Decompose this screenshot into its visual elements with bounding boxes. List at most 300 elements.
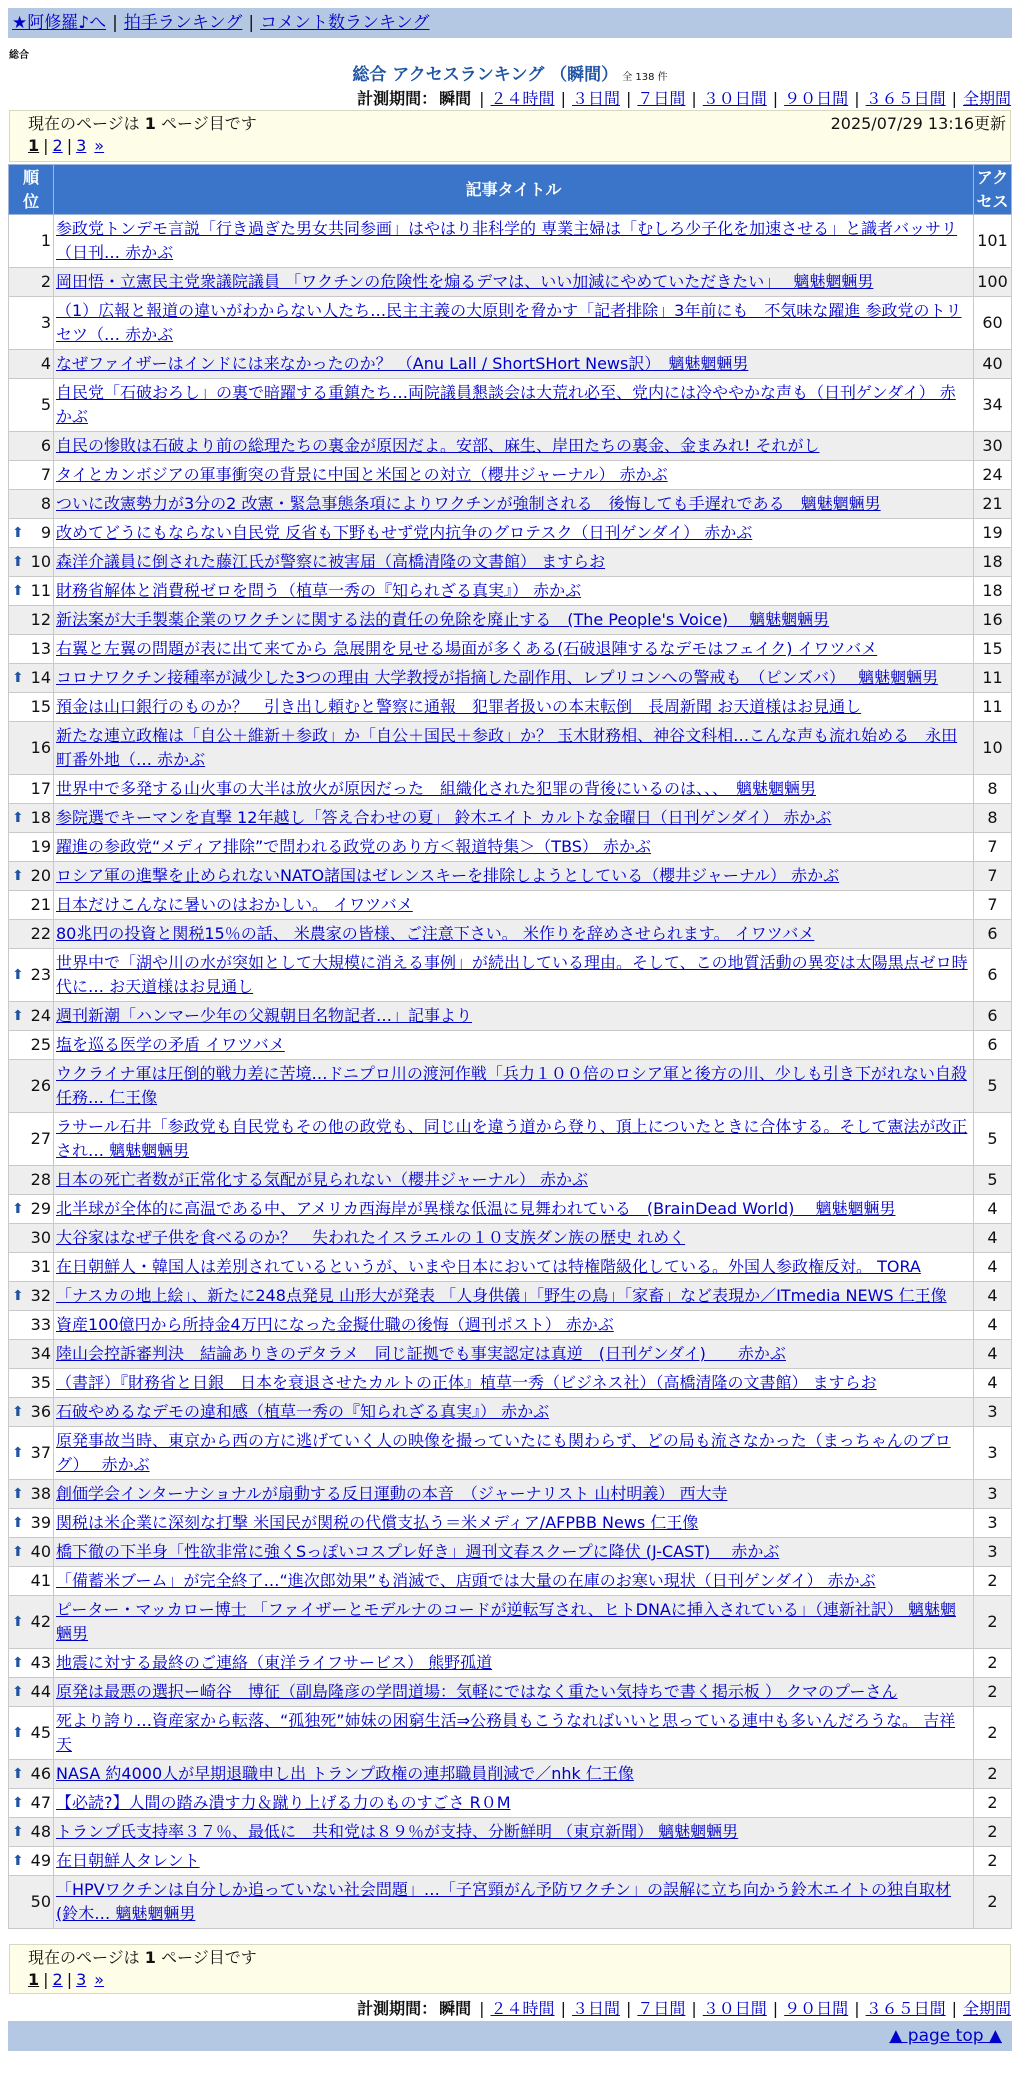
table-row (9, 268, 1012, 297)
rank-cell (9, 1060, 54, 1113)
rank-cell (9, 920, 54, 949)
access-count: 4 (974, 1369, 1012, 1398)
period-365d-link[interactable]: ３６５日間 (865, 89, 946, 108)
article-title-link[interactable]: 大谷家はなぜ子供を食べるのか？ 失われたイスラエルの１０支族ダン族の歴史 れめく (56, 1228, 686, 1247)
page-2-link[interactable]: 2 (52, 1970, 63, 1989)
title-cell (54, 1253, 974, 1282)
rank-number: 6 (40, 436, 51, 455)
access-count: 8 (974, 804, 1012, 833)
access-count: 2 (974, 1678, 1012, 1707)
table-row (9, 1398, 1012, 1427)
rank-cell (9, 1398, 54, 1427)
table-row (9, 804, 1012, 833)
article-title-link[interactable]: 新たな連立政権は「自公＋維新＋参政」か「自公＋国民＋参政」か？ 玉木財務相、神谷文科相…こんな声も流れ始める 永田町番外地（… 赤かぶ (56, 726, 958, 769)
access-count: 3 (974, 1538, 1012, 1567)
article-title-link[interactable]: コロナワクチン接種率が減少した3つの理由 大学教授が指摘した副作用、レプリコンへの警戒も （ピンズバ） 魑魅魍魎男 (56, 668, 939, 687)
rank-up-arrow-icon: ⬆ (12, 1445, 24, 1461)
table-row (9, 1678, 1012, 1707)
rank-cell (9, 1707, 54, 1760)
table-row (9, 775, 1012, 804)
table-row (9, 1224, 1012, 1253)
rank-number: 40 (30, 1542, 51, 1561)
rank-number: 29 (30, 1199, 51, 1218)
page-top-link[interactable]: ▲ page top ▲ (889, 2026, 1002, 2046)
period-all-link[interactable]: 全期間 (962, 89, 1011, 108)
article-title-link[interactable]: 陸山会控訴審判決 結論ありきのデタラメ 同じ証拠でも事実認定は真逆 (日刊ゲンダイ) 赤かぶ (56, 1344, 786, 1363)
table-row (9, 461, 1012, 490)
title-cell (54, 1224, 974, 1253)
page-3-link[interactable]: 3 (76, 1970, 87, 1989)
article-title-link[interactable]: 資産100億円から所持金4万円になった金擬仕職の後悔（週刊ポスト） 赤かぶ (56, 1315, 614, 1334)
rank-number: 43 (30, 1653, 51, 1672)
rank-number: 9 (40, 523, 51, 542)
access-count: 4 (974, 1253, 1012, 1282)
title-cell (54, 519, 974, 548)
rank-cell (9, 1760, 54, 1789)
rank-cell (9, 1596, 54, 1649)
paging-top (9, 110, 1011, 162)
table-row (9, 519, 1012, 548)
rank-up-arrow-icon: ⬆ (12, 1008, 24, 1024)
period-30d-link[interactable]: ３０日間 (702, 89, 767, 108)
title-cell (54, 1369, 974, 1398)
access-count: 5 (974, 1166, 1012, 1195)
title-cell (54, 635, 974, 664)
rank-cell (9, 1311, 54, 1340)
article-title-link[interactable]: 在日朝鮮人・韓国人は差別されているというが、いまや日本においては特権階級化している。外国人参政権反対。 TORA (56, 1257, 921, 1276)
title-cell (54, 461, 974, 490)
article-title-link[interactable]: トランプ氏支持率３７％、最低に 共和党は８９％が支持、分断鮮明 （東京新聞） 魑魅魍魎男 (56, 1822, 739, 1841)
rank-up-arrow-icon: ⬆ (12, 1614, 24, 1630)
title-cell (54, 693, 974, 722)
title-cell (54, 1567, 974, 1596)
table-row (9, 1060, 1012, 1113)
title-cell (54, 1195, 974, 1224)
title-cell (54, 1760, 974, 1789)
table-row (9, 548, 1012, 577)
rank-number: 3 (40, 313, 51, 332)
rank-number: 38 (30, 1484, 51, 1503)
article-title-link[interactable]: 財務省解体と消費税ゼロを問う（植草一秀の『知られざる真実』） 赤かぶ (56, 581, 582, 600)
title-cell (54, 1847, 974, 1876)
rank-cell (9, 635, 54, 664)
access-column-header: アクセス (974, 165, 1012, 215)
table-row (9, 1113, 1012, 1166)
title-cell (54, 1398, 974, 1427)
access-count: 4 (974, 1224, 1012, 1253)
rank-up-arrow-icon: ⬆ (12, 670, 24, 686)
rank-number: 41 (30, 1571, 51, 1590)
article-title-link[interactable]: 自民党「石破おろし」の裏で暗躍する重鎮たち…両院議員懇談会は大荒れ必至、党内には冷ややかな声も（日刊ゲンダイ） 赤かぶ (56, 383, 956, 426)
article-title-link[interactable]: 改めてどうにもならない自民党 反省も下野もせず党内抗争のグロテスク（日刊ゲンダイ） 赤かぶ (56, 523, 753, 542)
access-count: 7 (974, 833, 1012, 862)
access-count: 2 (974, 1760, 1012, 1789)
rank-cell (9, 833, 54, 862)
rank-number: 24 (30, 1006, 51, 1025)
table-row (9, 1166, 1012, 1195)
table-row (9, 1369, 1012, 1398)
rank-cell (9, 1282, 54, 1311)
next-page-link[interactable]: » (94, 1970, 105, 1989)
title-cell (54, 548, 974, 577)
period-7d-link[interactable]: ７日間 (637, 1999, 686, 2018)
article-title-link[interactable]: 日本の死亡者数が正常化する気配が見られない（櫻井ジャーナル） 赤かぶ (56, 1170, 588, 1189)
article-title-link[interactable]: 創価学会インターナショナルが扇動する反日運動の本音 （ジャーナリスト 山村明義） 西大寺 (56, 1484, 728, 1503)
period-3d-link[interactable]: ３日間 (571, 1999, 620, 2018)
rank-cell (9, 891, 54, 920)
period-3d-link[interactable]: ３日間 (571, 89, 620, 108)
access-count: 4 (974, 1340, 1012, 1369)
table-row (9, 215, 1012, 268)
rank-up-arrow-icon: ⬆ (12, 1766, 24, 1782)
article-title-link[interactable]: 右翼と左翼の問題が表に出て来てから 急展開を見せる場面が多くある(石破退陣するなデモはフェイク) イワツバメ (56, 639, 878, 658)
rank-number: 42 (30, 1612, 51, 1631)
title-cell (54, 606, 974, 635)
access-count: 18 (974, 577, 1012, 606)
title-cell (54, 1509, 974, 1538)
rank-cell (9, 1340, 54, 1369)
period-current: 瞬間 (439, 89, 472, 108)
category-label: 総合 (9, 50, 29, 61)
access-count: 101 (974, 215, 1012, 268)
rank-number: 36 (30, 1402, 51, 1421)
access-count: 3 (974, 1427, 1012, 1480)
article-title-link[interactable]: ついに改憲勢力が3分の2 改憲・緊急事態条項によりワクチンが強制される 後悔しても手遅れである 魑魅魍魎男 (56, 494, 881, 513)
rank-cell (9, 1847, 54, 1876)
access-count: 5 (974, 1060, 1012, 1113)
access-count: 3 (974, 1509, 1012, 1538)
rank-cell (9, 1678, 54, 1707)
access-count: 7 (974, 862, 1012, 891)
rank-up-arrow-icon: ⬆ (12, 1795, 24, 1811)
article-title-link[interactable]: 岡田悟・立憲民主党衆議院議員 「ワクチンの危険性を煽るデマは、いい加減にやめていただきたい」 魑魅魍魎男 (56, 272, 874, 291)
article-title-link[interactable]: 新法案が大手製薬企業のワクチンに関する法的責任の免除を廃止する (The People's Voice) 魑魅魍魎男 (56, 610, 830, 629)
access-count: 21 (974, 490, 1012, 519)
rank-number: 17 (30, 779, 51, 798)
article-title-link[interactable]: 参院選でキーマンを直撃 12年越し「答え合わせの夏」 鈴木エイト カルトな金曜日（日刊ゲンダイ） 赤かぶ (56, 808, 832, 827)
rank-cell (9, 1031, 54, 1060)
table-row (9, 664, 1012, 693)
table-row (9, 1340, 1012, 1369)
period-90d-link[interactable]: ９０日間 (784, 1999, 849, 2018)
rank-cell (9, 1538, 54, 1567)
article-title-link[interactable]: 石破やめるなデモの違和感（植草一秀の『知られざる真実』） 赤かぶ (56, 1402, 550, 1421)
table-row (9, 949, 1012, 1002)
table-row (9, 891, 1012, 920)
rank-up-arrow-icon: ⬆ (12, 967, 24, 983)
rank-cell (9, 775, 54, 804)
ranking-table (8, 164, 1012, 1929)
rank-number: 4 (40, 354, 51, 373)
page-status: 現在のページは 1 ページ目です (28, 114, 257, 133)
table-row (9, 1649, 1012, 1678)
rank-up-arrow-icon: ⬆ (12, 1404, 24, 1420)
period-selector-bottom: 計測期間： 瞬間 | ２４時間 | ３日間 | ７日間 | ３０日間 | ９０日間 | ３６５日間 | 全期間 (357, 1999, 1011, 2018)
rank-cell (9, 432, 54, 461)
title-cell (54, 775, 974, 804)
article-title-link[interactable]: （1）広報と報道の違いがわからない人たち…民主主義の大原則を脅かす「記者排除」3年前にも 不気味な躍進 参政党のトリセツ（… 赤かぶ (56, 301, 962, 344)
title-cell (54, 1002, 974, 1031)
rank-cell (9, 519, 54, 548)
period-24h-link[interactable]: ２４時間 (490, 1999, 555, 2018)
article-title-link[interactable]: ラサール石井「参政党も自民党もその他の政党も、同じ山を違う道から登り、頂上についたときに合体する。そして憲法が改正され… 魑魅魍魎男 (56, 1117, 968, 1160)
article-title-link[interactable]: なぜファイザーはインドには来なかったのか？ （Anu Lall / ShortSHort News訳） 魑魅魍魎男 (56, 354, 749, 373)
article-title-link[interactable]: 森洋介議員に倒された藤江氏が警察に被害届（高橋清隆の文書館） ますらお (56, 552, 606, 571)
article-title-link[interactable]: ウクライナ軍は圧倒的戦力差に苦境…ドニプロ川の渡河作戦「兵力１００倍のロシア軍と後方の川、少しも引き下がれない自殺任務… 仁王像 (56, 1064, 967, 1107)
rank-number: 49 (30, 1851, 51, 1870)
access-count: 7 (974, 891, 1012, 920)
table-row (9, 1311, 1012, 1340)
article-title-link[interactable]: 「ナスカの地上絵」、新たに248点発見 山形大が発表 「人身供儀」「野生の鳥」「家畜」など表現か／ITmedia NEWS 仁王像 (56, 1286, 947, 1305)
title-cell (54, 1282, 974, 1311)
title-cell (54, 920, 974, 949)
title-cell (54, 1707, 974, 1760)
access-count: 2 (974, 1567, 1012, 1596)
rank-number: 32 (30, 1286, 51, 1305)
table-row (9, 862, 1012, 891)
rank-number: 44 (30, 1682, 51, 1701)
title-cell (54, 664, 974, 693)
access-count: 100 (974, 268, 1012, 297)
table-row (9, 577, 1012, 606)
nav-separator: | (248, 13, 255, 33)
title-cell (54, 297, 974, 350)
rank-cell (9, 1876, 54, 1929)
rank-up-arrow-icon: ⬆ (12, 525, 24, 541)
table-row (9, 432, 1012, 461)
article-title-link[interactable]: （書評）『財務省と日銀 日本を衰退させたカルトの正体』植草一秀（ビジネス社）（高橋清隆の文書館） ますらお (56, 1373, 877, 1392)
table-row (9, 920, 1012, 949)
access-count: 19 (974, 519, 1012, 548)
rank-cell (9, 1509, 54, 1538)
access-count: 10 (974, 722, 1012, 775)
article-title-link[interactable]: ピーター・マッカロー博士 「ファイザーとモデルナのコードが逆転写され、ヒトDNAに挿入されている」（連新社訳） 魑魅魍魎男 (56, 1600, 956, 1643)
rank-number: 48 (30, 1822, 51, 1841)
article-title-link[interactable]: 在日朝鮮人タレント (56, 1851, 200, 1870)
article-title-link[interactable]: ロシア軍の進撃を止められないNATO諸国はゼレンスキーを排除しようとしている（櫻井ジャーナル） 赤かぶ (56, 866, 840, 885)
rank-number: 2 (40, 272, 51, 291)
access-count: 2 (974, 1649, 1012, 1678)
rank-number: 33 (30, 1315, 51, 1334)
rank-up-arrow-icon: ⬆ (12, 583, 24, 599)
table-row (9, 1596, 1012, 1649)
rank-number: 14 (30, 668, 51, 687)
article-title-link[interactable]: 原発事故当時、東京から西の方に逃げていく人の映像を撮っていたにも関わらず、どの局も流さなかった（まっちゃんのブログ） 赤かぶ (56, 1431, 951, 1474)
rank-cell (9, 1166, 54, 1195)
rank-up-arrow-icon: ⬆ (12, 868, 24, 884)
title-cell (54, 1060, 974, 1113)
rank-cell (9, 1002, 54, 1031)
updated-timestamp: 2025/07/29 13:16更新 (830, 114, 1006, 133)
rank-cell (9, 490, 54, 519)
access-count: 2 (974, 1818, 1012, 1847)
rank-up-arrow-icon: ⬆ (12, 1544, 24, 1560)
page-1-link[interactable]: 1 (28, 136, 40, 155)
period-label: 計測期間： (357, 89, 438, 108)
pager: 1 | 2 | 3 » (28, 136, 105, 155)
rank-cell (9, 949, 54, 1002)
table-row (9, 1002, 1012, 1031)
access-count: 30 (974, 432, 1012, 461)
article-title-link[interactable]: NASA 約4000人が早期退職申し出 トランプ政権の連邦職員削減で／nhk 仁王像 (56, 1764, 634, 1783)
rank-cell (9, 1818, 54, 1847)
total-count: 全 138 件 (622, 72, 668, 83)
next-page-link[interactable]: » (94, 136, 105, 155)
nav-home-link[interactable]: ★阿修羅♪へ (12, 13, 107, 33)
page-1-link[interactable]: 1 (28, 1970, 40, 1989)
title-cell (54, 722, 974, 775)
rank-up-arrow-icon: ⬆ (12, 1201, 24, 1217)
rank-cell (9, 215, 54, 268)
access-count: 6 (974, 949, 1012, 1002)
ranking-rows (9, 215, 1012, 1929)
rank-cell (9, 1195, 54, 1224)
table-row (9, 1253, 1012, 1282)
article-title-link[interactable]: 関税は米企業に深刻な打撃 米国民が関税の代償支払う＝米メディア/AFPBB News 仁王像 (56, 1513, 699, 1532)
article-title-link[interactable]: タイとカンボジアの軍事衝突の背景に中国と米国との対立（櫻井ジャーナル） 赤かぶ (56, 465, 668, 484)
period-current: 瞬間 (439, 1999, 472, 2018)
title-cell (54, 215, 974, 268)
access-count: 2 (974, 1847, 1012, 1876)
rank-cell (9, 1480, 54, 1509)
article-title-link[interactable]: 「備蓄米ブーム」が完全終了…“進次郎効果”も消滅で、店頭では大量の在庫のお寒い現状（日刊ゲンダイ） 赤かぶ (56, 1571, 876, 1590)
page-status: 現在のページは 1 ページ目です (28, 1948, 257, 1967)
article-title-link[interactable]: 預金は山口銀行のものか？ 引き出し頼むと警察に通報 犯罪者扱いの本末転倒 長周新聞 お天道様はお見通し (56, 697, 862, 716)
table-row (9, 1707, 1012, 1760)
rank-number: 13 (30, 639, 51, 658)
article-title-link[interactable]: 80兆円の投資と関税15％の話、 米農家の皆様、ご注意下さい。 米作りを辞めさせられます。 イワツバメ (56, 924, 815, 943)
rank-up-arrow-icon: ⬆ (12, 1288, 24, 1304)
rank-cell (9, 268, 54, 297)
title-cell (54, 833, 974, 862)
article-title-link[interactable]: 世界中で「湖や川の水が突如として大規模に消える事例」が続出している理由。そして、この地質活動の異変は太陽黒点ゼロ時代に… お天道様はお見通し (56, 953, 968, 996)
nav-applause-ranking-link[interactable]: 拍手ランキング (123, 13, 243, 33)
access-count: 2 (974, 1596, 1012, 1649)
title-cell (54, 1596, 974, 1649)
article-title-link[interactable]: 「HPVワクチンは自分しか追っていない社会問題」…「子宮頸がん予防ワクチン」の誤解に立ち向かう鈴木エイトの独自取材(鈴木… 魑魅魍魎男 (56, 1880, 952, 1923)
rank-cell (9, 1224, 54, 1253)
access-count: 2 (974, 1789, 1012, 1818)
access-count: 2 (974, 1707, 1012, 1760)
access-count: 4 (974, 1195, 1012, 1224)
article-title-link[interactable]: 参政党トンデモ言説「行き過ぎた男女共同参画」はやはり非科学的 専業主婦は「むしろ少子化を加速させる」と識者バッサリ（日刊… 赤かぶ (56, 219, 958, 262)
period-90d-link[interactable]: ９０日間 (784, 89, 849, 108)
access-count: 18 (974, 548, 1012, 577)
table-row (9, 1818, 1012, 1847)
table-header-row (9, 165, 1012, 215)
table-row (9, 722, 1012, 775)
top-nav (8, 8, 1012, 38)
rank-number: 26 (30, 1076, 51, 1095)
access-count: 3 (974, 1480, 1012, 1509)
title-cell (54, 1818, 974, 1847)
rank-cell (9, 548, 54, 577)
pager: 1 | 2 | 3 » (28, 1970, 105, 1989)
rank-cell (9, 664, 54, 693)
title-cell (54, 1031, 974, 1060)
nav-separator: | (112, 13, 118, 33)
table-row (9, 606, 1012, 635)
rank-number: 18 (30, 808, 51, 827)
access-count: 8 (974, 775, 1012, 804)
access-count: 16 (974, 606, 1012, 635)
article-title-link[interactable]: 地震に対する最終のご連絡（東洋ライフサービス） 熊野孤道 (56, 1653, 493, 1672)
footer-bar (8, 2021, 1012, 2051)
table-row (9, 1847, 1012, 1876)
title-cell (54, 1789, 974, 1818)
rank-cell (9, 577, 54, 606)
rank-number: 30 (30, 1228, 51, 1247)
article-title-link[interactable]: 躍進の参政党“メディア排除”で問われる政党のあり方＜報道特集＞（TBS） 赤かぶ (56, 837, 652, 856)
ranking-heading (0, 60, 1020, 85)
rank-number: 46 (30, 1764, 51, 1783)
period-24h-link[interactable]: ２４時間 (490, 89, 555, 108)
rank-number: 25 (30, 1035, 51, 1054)
table-row (9, 833, 1012, 862)
table-row (9, 1567, 1012, 1596)
rank-number: 7 (40, 465, 51, 484)
rank-number: 27 (30, 1129, 51, 1148)
rank-number: 47 (30, 1793, 51, 1812)
access-count: 11 (974, 664, 1012, 693)
paging-bottom (9, 1944, 1011, 1994)
period-7d-link[interactable]: ７日間 (637, 89, 686, 108)
table-row (9, 1480, 1012, 1509)
period-selector-top: 計測期間： 瞬間 | ２４時間 | ３日間 | ７日間 | ３０日間 | ９０日間 | ３６５日間 | 全期間 (357, 89, 1011, 108)
article-title-link[interactable]: 【必読?】人間の踏み潰す力＆蹴り上げる力のものすごさ R０M (56, 1793, 511, 1812)
article-title-link[interactable]: 死より誇り…資産家から転落、“孤独死”姉妹の困窮生活⇒公務員もこうなればいいと思っている連中も多いんだろうな。 吉祥天 (56, 1711, 956, 1754)
title-cell (54, 1649, 974, 1678)
article-title-link[interactable]: 橋下徹の下半身「性欲非常に強くSっぽいコスプレ好き」週刊文春スクープに降伏 (J-CAST) 赤かぶ (56, 1542, 780, 1561)
period-30d-link[interactable]: ３０日間 (702, 1999, 767, 2018)
period-365d-link[interactable]: ３６５日間 (865, 1999, 946, 2018)
page-3-link[interactable]: 3 (76, 136, 87, 155)
title-column-header: 記事タイトル (54, 165, 974, 215)
rank-number: 5 (40, 395, 51, 414)
access-count: 3 (974, 1398, 1012, 1427)
article-title-link[interactable]: 自民の惨敗は石破より前の総理たちの裏金が原因だよ。安部、麻生、岸田たちの裏金、金まみれ! それがし (56, 436, 820, 455)
title-cell (54, 1427, 974, 1480)
rank-number: 31 (30, 1257, 51, 1276)
article-title-link[interactable]: 世界中で多発する山火事の大半は放火が原因だった 組織化された犯罪の背後にいるのは、、、 魑魅魍魎男 (56, 779, 817, 798)
page-2-link[interactable]: 2 (52, 136, 63, 155)
access-count: 11 (974, 693, 1012, 722)
table-row (9, 1195, 1012, 1224)
rank-cell (9, 1253, 54, 1282)
article-title-link[interactable]: 塩を巡る医学の矛盾 イワツバメ (56, 1035, 285, 1054)
nav-comment-ranking-link[interactable]: コメント数ランキング (260, 13, 430, 33)
rank-column-header: 順位 (9, 165, 54, 215)
article-title-link[interactable]: 週刊新潮「ハンマー少年の父親朝日名物記者…」記事より (56, 1006, 473, 1025)
rank-up-arrow-icon: ⬆ (12, 1853, 24, 1869)
article-title-link[interactable]: 日本だけこんなに暑いのはおかしい。 イワツバメ (56, 895, 413, 914)
rank-number: 11 (30, 581, 51, 600)
rank-up-arrow-icon: ⬆ (12, 1725, 24, 1741)
table-row (9, 297, 1012, 350)
access-count: 40 (974, 350, 1012, 379)
title-cell (54, 1876, 974, 1929)
title-cell (54, 1538, 974, 1567)
table-row (9, 1282, 1012, 1311)
article-title-link[interactable]: 原発は最悪の選択ー崎谷 博征（副島隆彦の学問道場：気軽にではなく重たい気持ちで書く掲示板 ） クマのプーさん (56, 1682, 898, 1701)
period-all-link[interactable]: 全期間 (962, 1999, 1011, 2018)
table-row (9, 490, 1012, 519)
rank-cell (9, 1369, 54, 1398)
article-title-link[interactable]: 北半球が全体的に高温である中、アメリカ西海岸が異様な低温に見舞われている (BrainDead World) 魑魅魍魎男 (56, 1199, 896, 1218)
title-cell (54, 1480, 974, 1509)
title-cell (54, 1113, 974, 1166)
table-row (9, 1789, 1012, 1818)
